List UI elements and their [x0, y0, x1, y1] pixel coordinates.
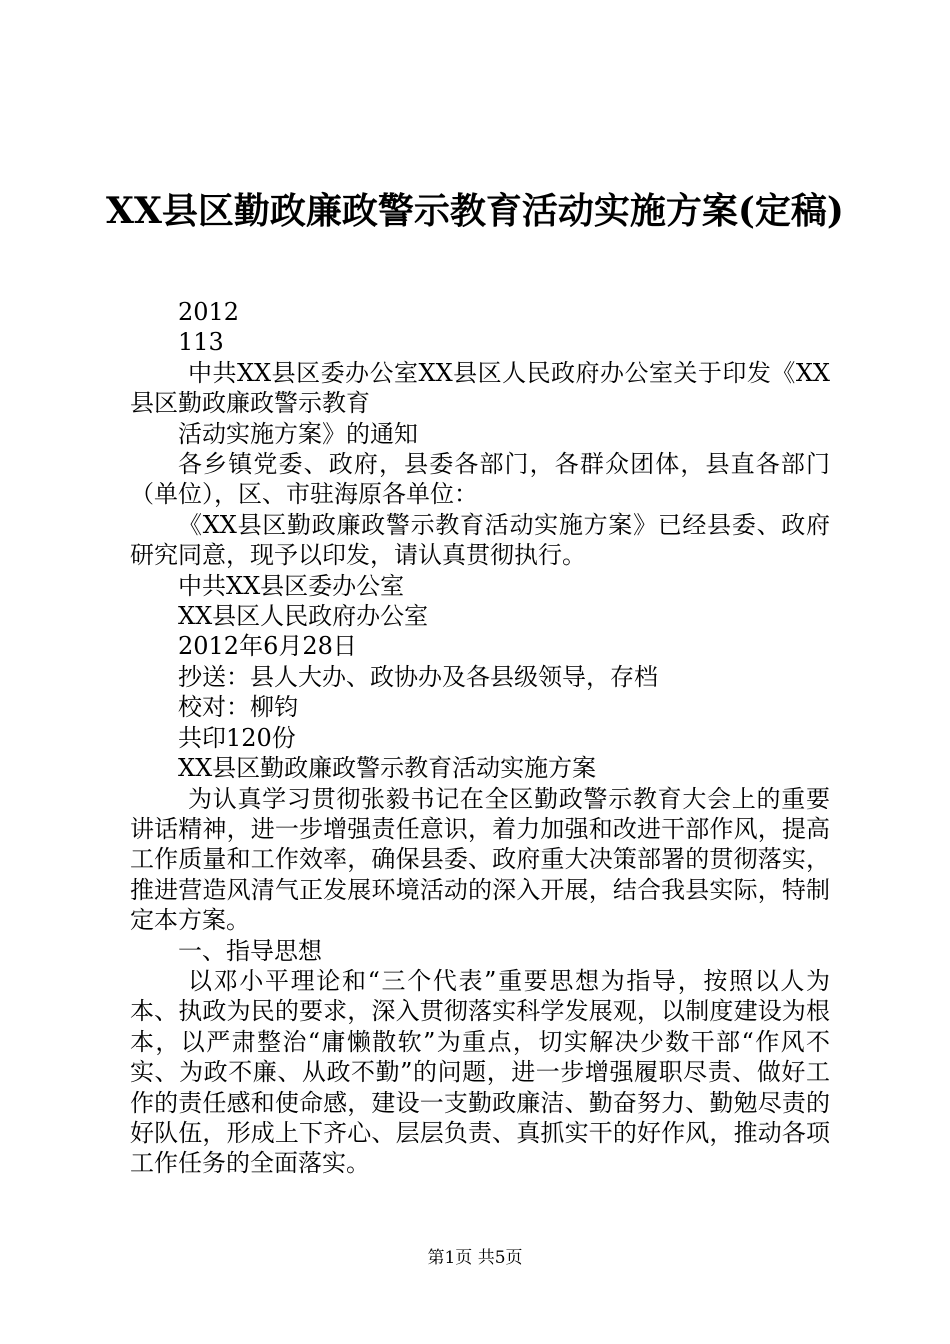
print-count-line: 共印120份 — [178, 723, 296, 752]
plan-title: XX县区勤政廉政警示教育活动实施方案 — [178, 754, 597, 783]
document-title: XX县区勤政廉政警示教育活动实施方案(定稿) — [106, 190, 844, 232]
document-body — [130, 297, 830, 1179]
notice-heading-line1: 中共XX县区委办公室XX县区人民政府办公室关于印发《XX县区勤政廉政警示教育 — [130, 358, 830, 418]
plan-intro-paragraph: 为认真学习贯彻张毅书记在全区勤政警示教育大会上的重要讲话精神，进一步增强责任意识，着力加强和改进干部作风，提高工作质量和工作效率，确保县委、政府重大决策部署的贯彻落实，推进营造风清气正发展环境活动的深入开展，结合我县实际，特制定本方案。 — [130, 784, 830, 935]
recipients-paragraph: 各乡镇党委、政府，县委各部门，各群众团体，县直各部门（单位），区、市驻海原各单位： — [130, 450, 830, 509]
notice-body-paragraph: 《XX县区勤政廉政警示教育活动实施方案》已经县委、政府研究同意，现予以印发，请认真贯彻执行。 — [130, 510, 830, 570]
page-indicator: 第1页 共5页 — [427, 1248, 523, 1268]
notice-heading-line2: 活动实施方案》的通知 — [178, 419, 418, 448]
issue-date: 2012年6月28日 — [178, 632, 357, 661]
proofreader-line: 校对：柳钧 — [178, 693, 298, 722]
issuer-government-office: XX县区人民政府办公室 — [178, 602, 429, 631]
section-heading-guiding-ideology: 一、指导思想 — [178, 936, 322, 965]
guiding-ideology-paragraph: 以邓小平理论和“三个代表”重要思想为指导，按照以人为本、执政为民的要求，深入贯彻落实科学发展观，以制度建设为根本，以严肃整治“庸懒散软”为重点，切实解决少数干部“作风不实、为政不廉、从政不勤”的问题，进一步增强履职尽责、做好工作的责任感和使命感，建设一支勤政廉洁、勤奋努力、勤勉尽责的好队伍，形成上下齐心、层层负责、真抓实干的好作风，推动各项工作任务的全面落实。 — [130, 966, 830, 1178]
doc-number: 113 — [178, 328, 224, 357]
doc-year: 2012 — [178, 298, 240, 326]
issuer-party-office: 中共XX县区委办公室 — [178, 571, 405, 600]
cc-line: 抄送：县人大办、政协办及各县级领导，存档 — [178, 662, 658, 691]
